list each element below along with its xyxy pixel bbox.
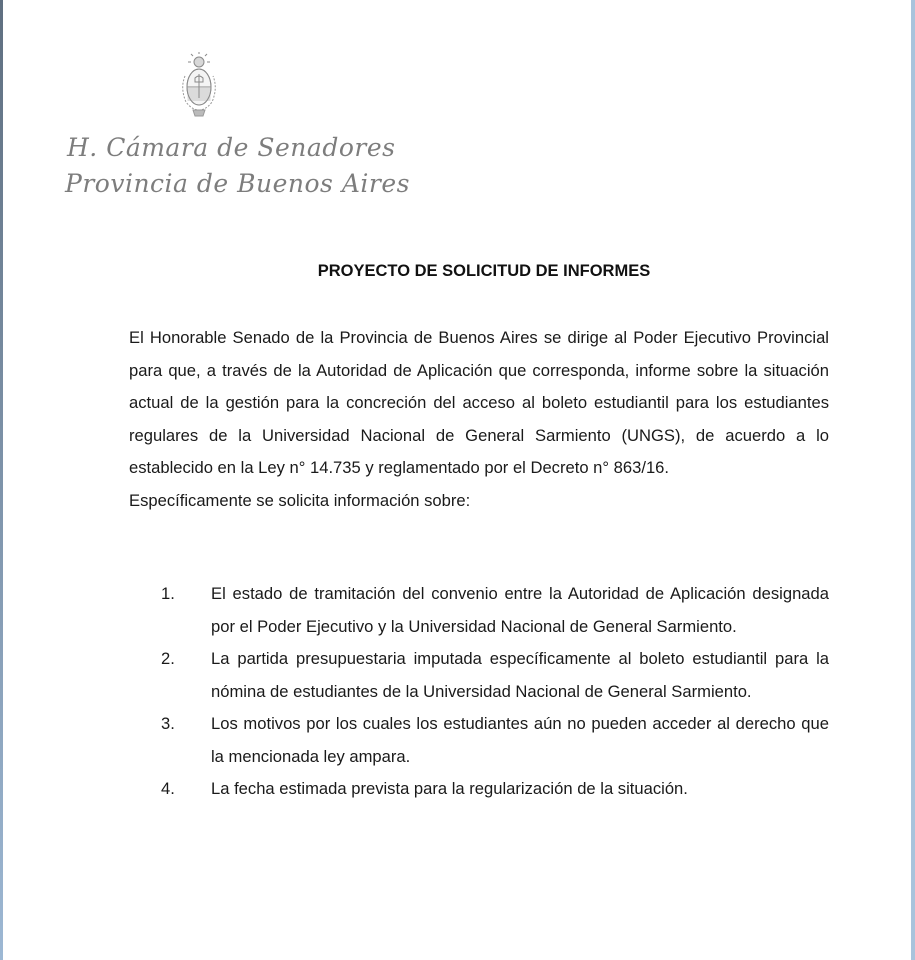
list-item-text: El estado de tramitación del convenio entre la Autoridad de Aplicación designada por el Poder Ejecutivo y la Universidad Nacional de General Sarmiento.: [211, 584, 829, 636]
list-item-text: La partida presupuestaria imputada específicamente al boleto estudiantil para la nómina de estudiantes de la Universidad Nacional de General Sarmiento.: [211, 649, 829, 701]
list-item-text: La fecha estimada prevista para la regularización de la situación.: [211, 779, 688, 798]
list-item: [129, 708, 829, 773]
list-item-number: 1.: [161, 584, 175, 603]
intro-paragraph: El Honorable Senado de la Provincia de Buenos Aires se dirige al Poder Ejecutivo Provincial para que, a través de la Autoridad de Aplicación que corresponda, informe sobre la situación actual de la gestión para la concreción del acceso al boleto estudiantil para los estudiantes regulares de la Universidad Nacional de General Sarmiento (UNGS), de acuerdo a lo establecido en la Ley n° 14.735 y reglamentado por el Decreto n° 863/16.: [129, 328, 829, 477]
document-title: PROYECTO DE SOLICITUD DE INFORMES: [317, 262, 651, 280]
document-body: [129, 322, 829, 517]
letterhead: [65, 130, 410, 202]
list-item: [129, 773, 829, 806]
list-item: [129, 578, 829, 643]
list-item-number: 3.: [161, 714, 175, 733]
list-item-text: Los motivos por los cuales los estudiantes aún no pueden acceder al derecho que la mencionada ley ampara.: [211, 714, 829, 766]
request-list: [129, 578, 829, 806]
lead-in-text: Específicamente se solicita información sobre:: [129, 490, 471, 510]
document-page: [3, 0, 911, 960]
list-item: [129, 643, 829, 708]
list-item-number: 4.: [161, 779, 175, 798]
list-item-number: 2.: [161, 649, 175, 668]
window-edge-right: [911, 0, 915, 960]
letterhead-chamber: H. Cámara de Senadores: [67, 133, 396, 162]
coat-of-arms-icon: [177, 52, 221, 120]
letterhead-province: Provincia de Buenos Aires: [65, 169, 410, 198]
